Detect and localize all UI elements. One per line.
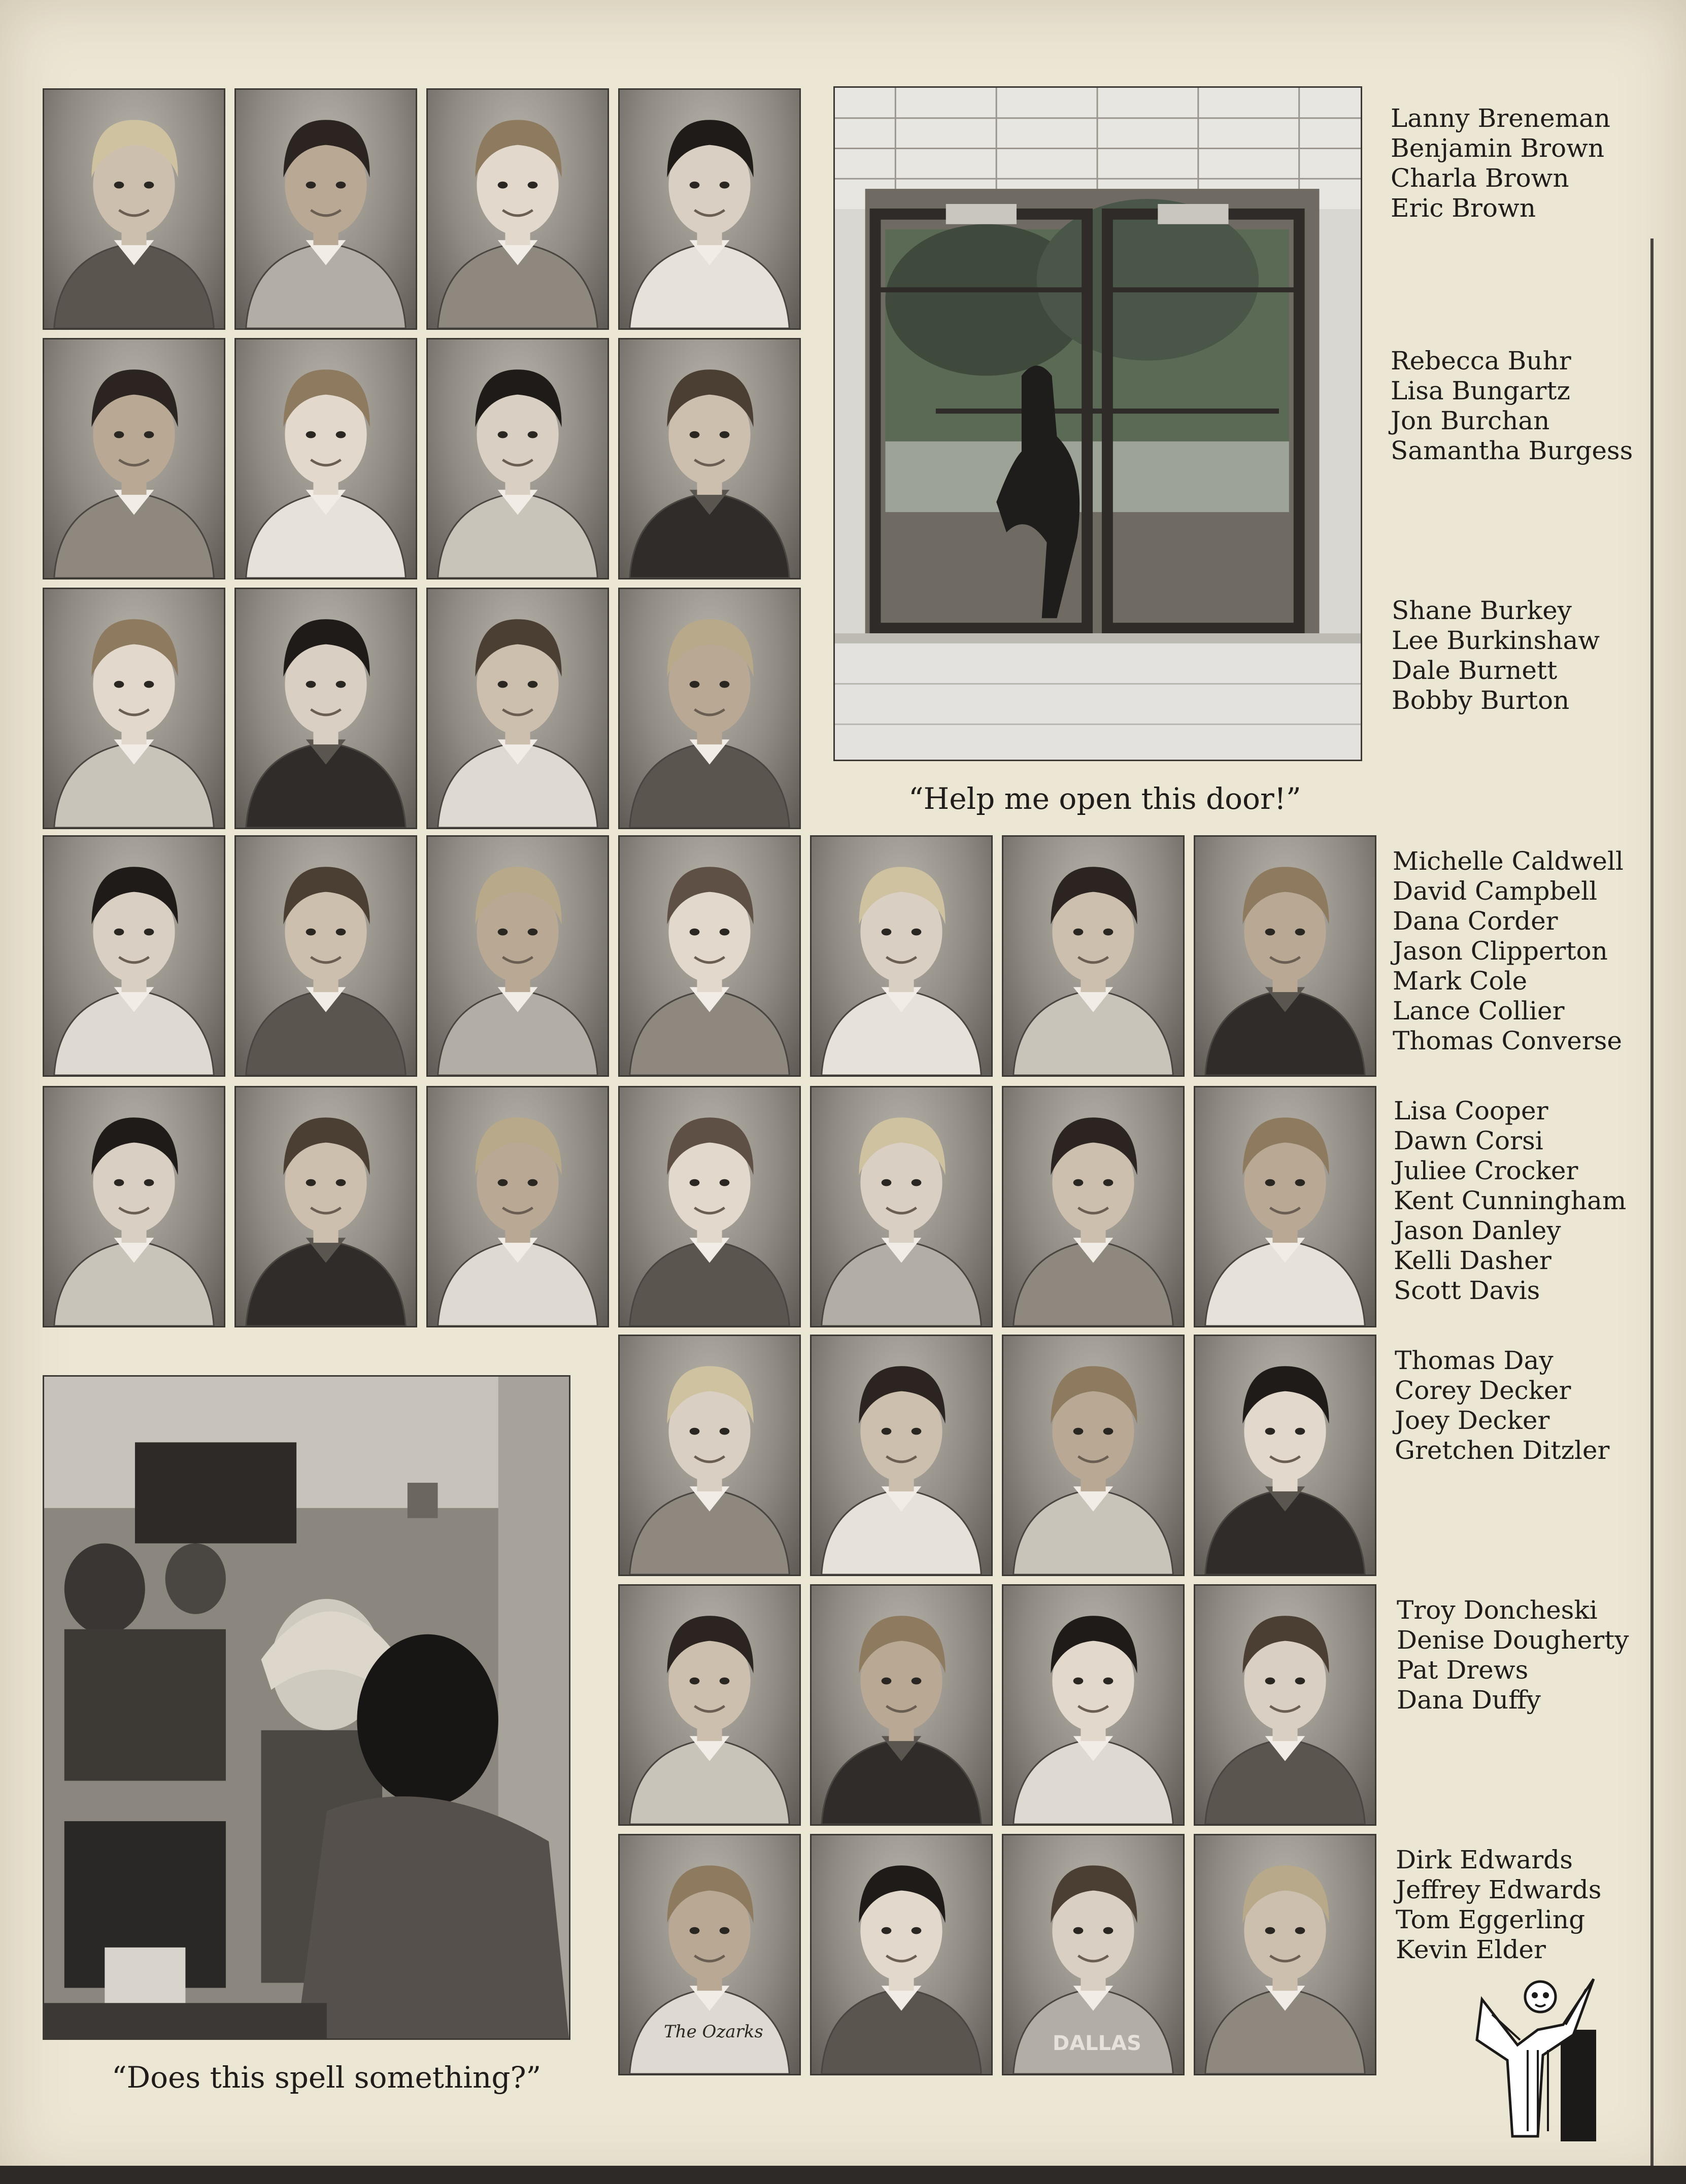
name-list-group-7 bbox=[1397, 1595, 1629, 1715]
student-portrait bbox=[43, 88, 225, 330]
student-name: Scott Davis bbox=[1394, 1276, 1540, 1305]
student-name: Shane Burkey bbox=[1392, 596, 1572, 625]
student-portrait bbox=[234, 1086, 417, 1327]
name-list-group-1 bbox=[1391, 104, 1610, 223]
student-portrait bbox=[234, 338, 417, 579]
student-name: Corey Decker bbox=[1395, 1376, 1571, 1405]
student-name: Dirk Edwards bbox=[1396, 1845, 1573, 1874]
student-portrait bbox=[1194, 835, 1376, 1077]
student-name: Eric Brown bbox=[1391, 193, 1536, 223]
student-portrait bbox=[810, 835, 993, 1077]
student-portrait bbox=[43, 338, 225, 579]
tshirt-text: The Ozarks bbox=[664, 2022, 763, 2042]
student-name: Gretchen Ditzler bbox=[1395, 1436, 1610, 1465]
student-portrait bbox=[426, 835, 609, 1077]
student-name: Thomas Day bbox=[1395, 1346, 1554, 1375]
student-name: Rebecca Buhr bbox=[1391, 346, 1571, 376]
student-name: Pat Drews bbox=[1397, 1655, 1529, 1685]
student-portrait bbox=[618, 1086, 801, 1327]
name-list-group-2 bbox=[1391, 346, 1633, 466]
student-portrait bbox=[1194, 1834, 1376, 2075]
student-portrait bbox=[426, 338, 609, 579]
student-name: Jon Burchan bbox=[1391, 406, 1550, 435]
student-portrait bbox=[43, 1086, 225, 1327]
bottom-edge bbox=[0, 2166, 1686, 2184]
binding-stripe bbox=[1650, 238, 1654, 2167]
student-portrait bbox=[1194, 1086, 1376, 1327]
name-list-group-6 bbox=[1395, 1346, 1609, 1465]
student-name: Kelli Dasher bbox=[1394, 1246, 1552, 1275]
student-name: Kent Cunningham bbox=[1394, 1186, 1627, 1215]
door-photo bbox=[833, 86, 1362, 761]
student-name: Mark Cole bbox=[1393, 966, 1528, 996]
student-portrait bbox=[810, 1086, 993, 1327]
student-name: Juliee Crocker bbox=[1394, 1156, 1578, 1185]
student-name: Kevin Elder bbox=[1396, 1935, 1546, 1964]
student-portrait bbox=[426, 1086, 609, 1327]
student-portrait bbox=[1002, 1584, 1185, 1826]
student-name: Bobby Burton bbox=[1392, 686, 1570, 715]
student-name: Troy Doncheski bbox=[1397, 1595, 1598, 1625]
student-name: Jason Clipperton bbox=[1393, 936, 1608, 966]
student-portrait bbox=[1002, 835, 1185, 1077]
student-portrait bbox=[618, 835, 801, 1077]
student-portrait bbox=[810, 1834, 993, 2075]
student-portrait bbox=[810, 1584, 993, 1826]
student-portrait bbox=[43, 835, 225, 1077]
student-name: Denise Dougherty bbox=[1397, 1625, 1629, 1655]
student-name: Jason Danley bbox=[1394, 1216, 1561, 1245]
student-portrait bbox=[1002, 1086, 1185, 1327]
student-name: Lee Burkinshaw bbox=[1392, 626, 1600, 655]
student-name: Lisa Cooper bbox=[1394, 1096, 1548, 1125]
student-name: Dana Duffy bbox=[1397, 1685, 1541, 1715]
name-list-group-4 bbox=[1393, 846, 1624, 1056]
student-portrait bbox=[426, 88, 609, 330]
student-portrait bbox=[810, 1335, 993, 1576]
student-portrait bbox=[1194, 1335, 1376, 1576]
name-list-group-3 bbox=[1392, 596, 1600, 715]
student-portrait bbox=[618, 338, 801, 579]
name-list-group-5 bbox=[1394, 1096, 1626, 1306]
student-name: Benjamin Brown bbox=[1391, 133, 1605, 163]
student-portrait bbox=[1194, 1584, 1376, 1826]
student-portrait bbox=[618, 88, 801, 330]
student-portrait bbox=[234, 88, 417, 330]
student-name: Dana Corder bbox=[1393, 906, 1558, 936]
door-photo-caption: “Help me open this door!” bbox=[908, 781, 1301, 816]
name-list-group-8 bbox=[1396, 1845, 1601, 1965]
mascot-illustration bbox=[1472, 1969, 1609, 2146]
student-name: Jeffrey Edwards bbox=[1396, 1875, 1602, 1904]
student-portrait bbox=[234, 588, 417, 829]
classroom-photo bbox=[43, 1375, 570, 2040]
student-name: Charla Brown bbox=[1391, 163, 1569, 193]
classroom-photo-caption: “Does this spell something?” bbox=[112, 2060, 542, 2095]
student-portrait bbox=[618, 1335, 801, 1576]
tshirt-text: DALLAS bbox=[1053, 2032, 1141, 2055]
student-name: Dawn Corsi bbox=[1394, 1126, 1543, 1155]
student-portrait bbox=[618, 1584, 801, 1826]
student-name: Joey Decker bbox=[1395, 1406, 1550, 1435]
student-portrait bbox=[426, 588, 609, 829]
student-name: Lisa Bungartz bbox=[1391, 376, 1570, 405]
student-name: Dale Burnett bbox=[1392, 656, 1558, 685]
student-name: Lanny Breneman bbox=[1391, 104, 1611, 133]
student-portrait bbox=[1002, 1335, 1185, 1576]
student-name: Thomas Converse bbox=[1393, 1026, 1622, 1055]
student-name: David Campbell bbox=[1393, 876, 1598, 906]
student-name: Lance Collier bbox=[1393, 996, 1565, 1026]
student-portrait bbox=[618, 588, 801, 829]
student-portrait bbox=[234, 835, 417, 1077]
student-name: Michelle Caldwell bbox=[1393, 846, 1624, 876]
student-name: Tom Eggerling bbox=[1396, 1905, 1586, 1934]
student-name: Samantha Burgess bbox=[1391, 436, 1633, 465]
student-portrait bbox=[43, 588, 225, 829]
